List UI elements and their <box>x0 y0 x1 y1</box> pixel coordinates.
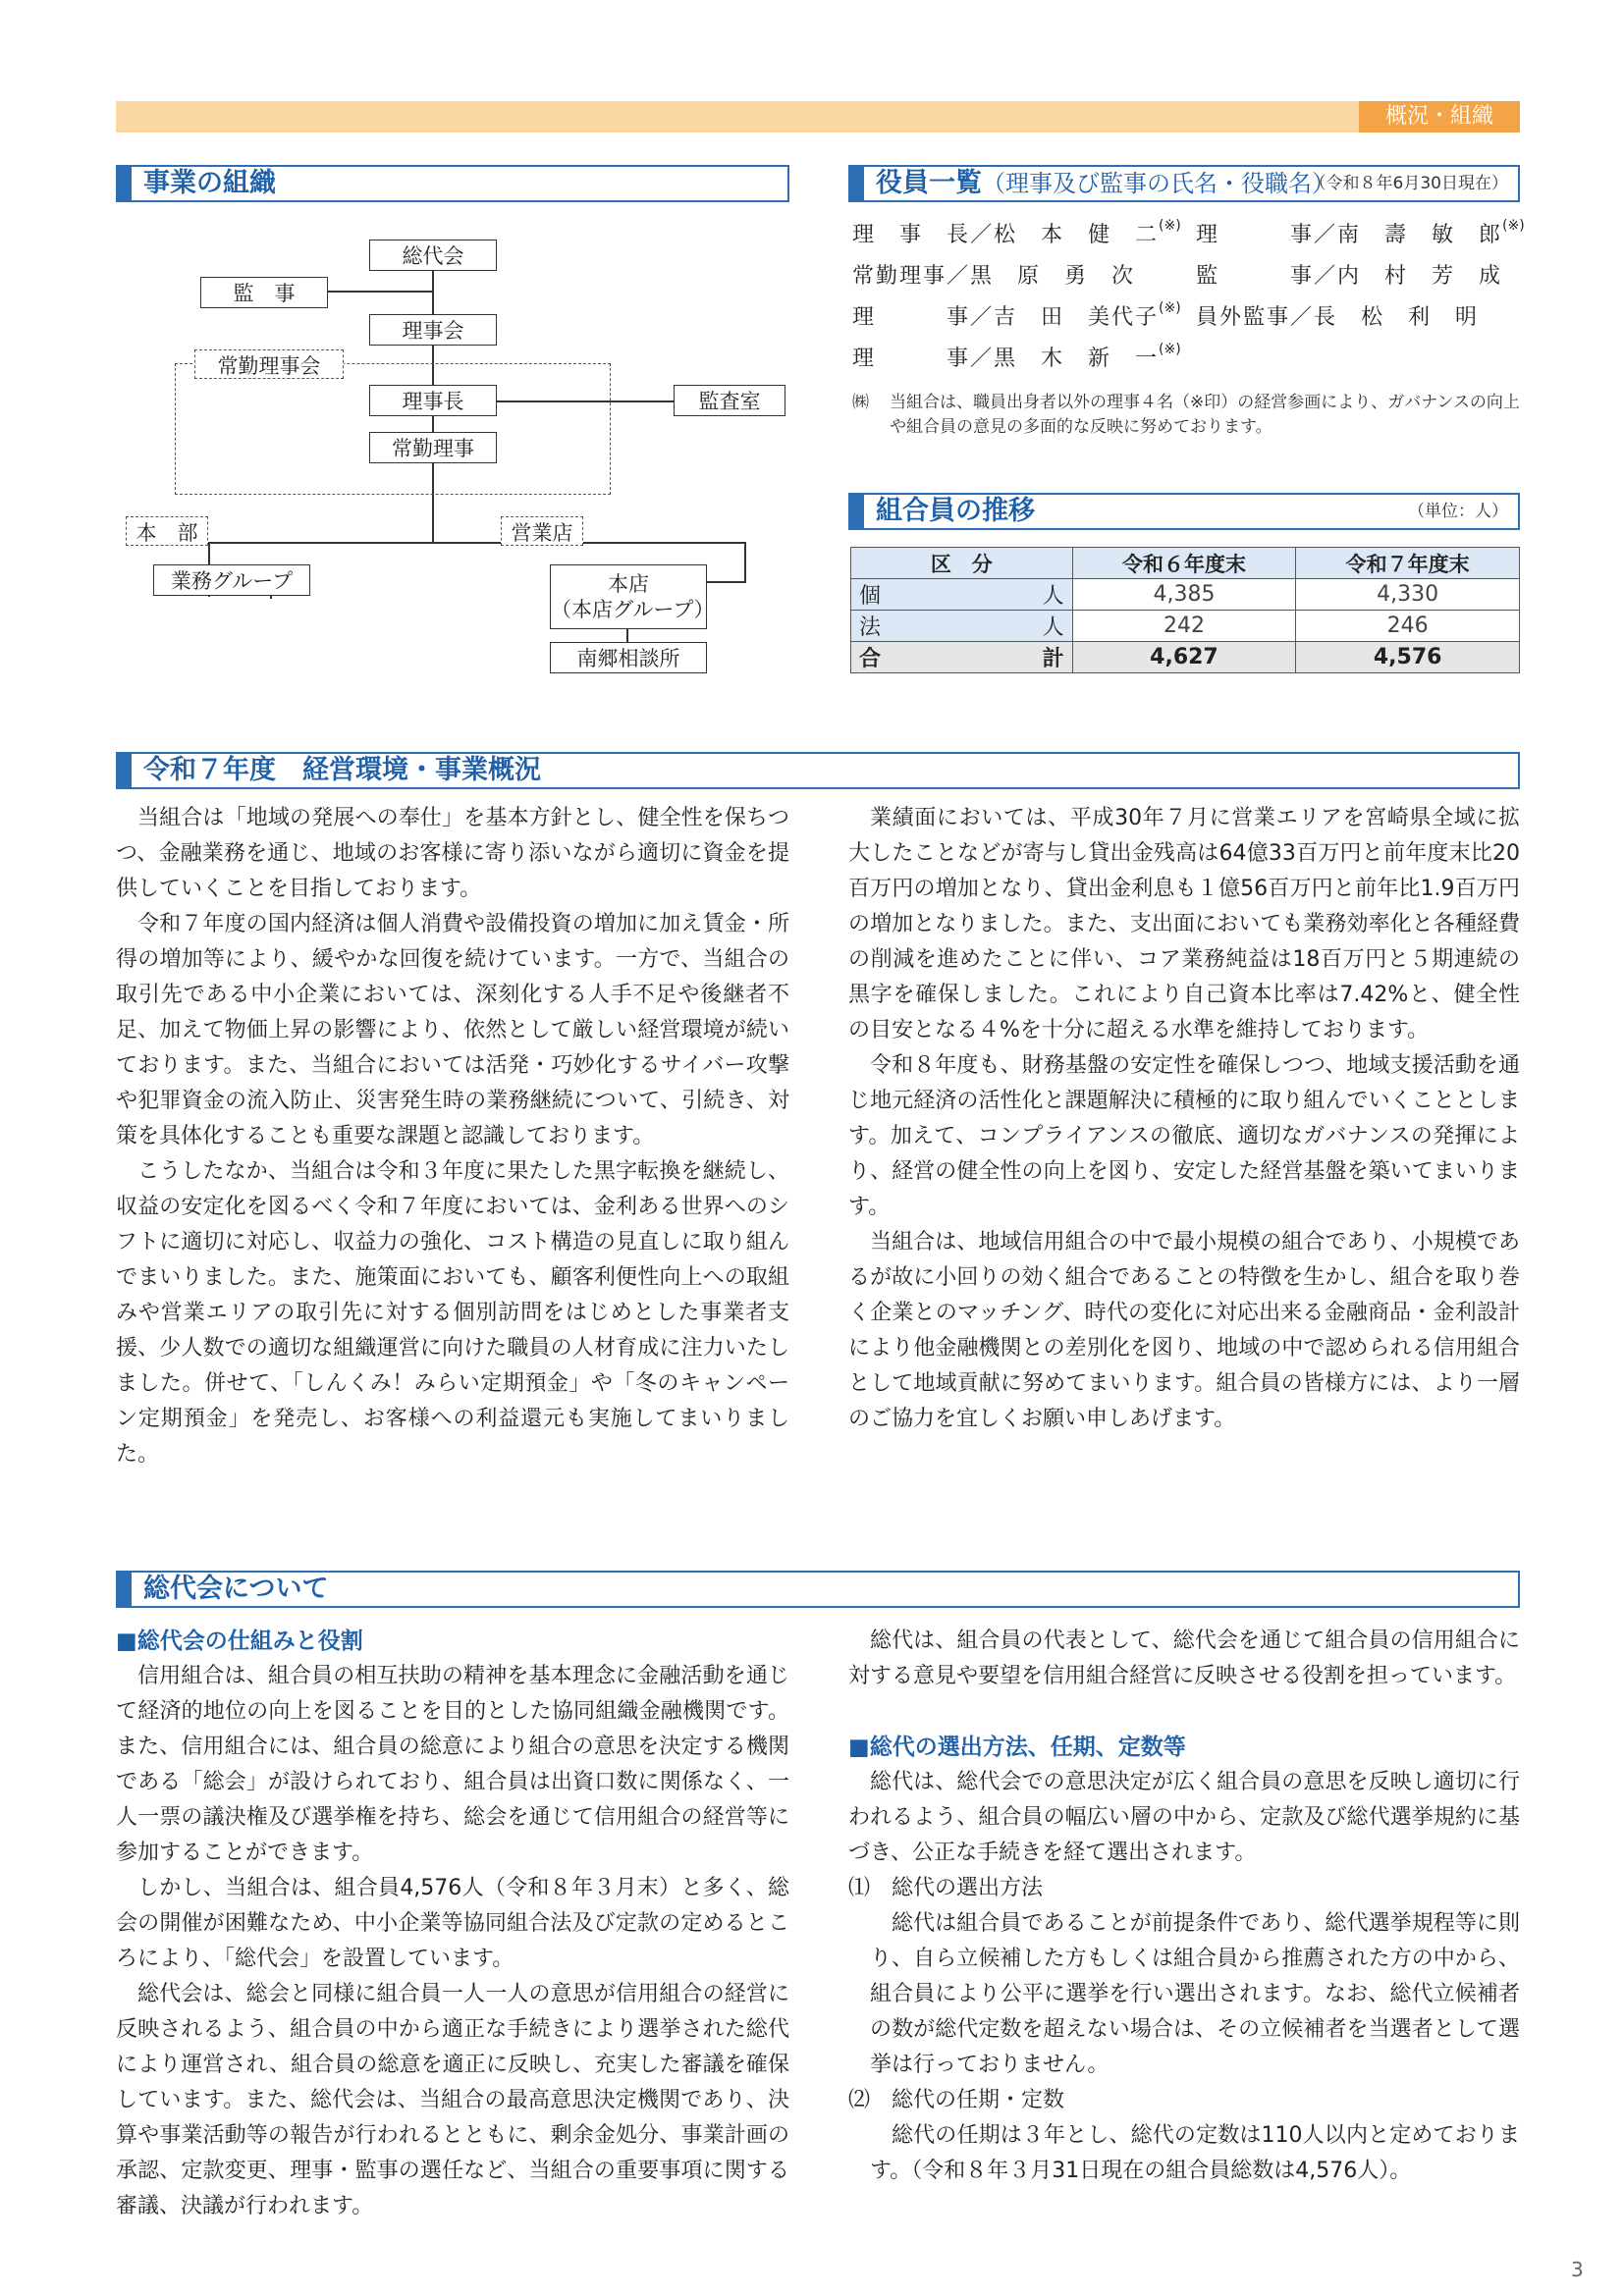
members-total-label: 合計 <box>851 642 1073 673</box>
node-rijikai: 理事会 <box>369 314 497 346</box>
members-section-header <box>848 493 1520 530</box>
members-header-r6: 令和６年度末 <box>1072 548 1296 579</box>
overview-title: 令和７年度 経営環境・事業概況 <box>143 755 541 785</box>
sodai-left-p2: しかし、当組合は、組合員4,576人（令和８年３月末）と多く、総会の開催が困難なため、中小企業等協同組合法及び定款の定めるところにより、「総代会」を設置しています。 <box>116 1876 789 1971</box>
node-honten-label: 本店 <box>608 572 649 596</box>
officer-row-2-right: 監 事／内 村 芳 成 <box>1196 264 1503 289</box>
node-honbu: 本 部 <box>126 516 208 546</box>
node-gyomu: 業務グループ <box>153 564 310 596</box>
officers-section-header <box>848 165 1520 202</box>
org-title: 事業の組織 <box>143 168 276 198</box>
officer-row-3-left: 理 事／吉 田 美代子(※) <box>852 300 1181 330</box>
org-section-header <box>116 165 789 202</box>
members-row-v1: 4,385 <box>1072 579 1296 611</box>
overview-right-column <box>848 801 1520 1437</box>
members-row-v2: 246 <box>1296 611 1520 642</box>
table-row <box>851 611 1520 642</box>
officers-note <box>852 391 1520 440</box>
members-row-label: 個人 <box>851 579 1073 611</box>
overview-section-header <box>116 752 1520 789</box>
officers-list <box>852 218 1525 385</box>
sodai-right-column <box>848 1624 1520 2189</box>
page-number: 3 <box>1571 2258 1584 2281</box>
node-nango: 南郷相談所 <box>550 642 707 673</box>
table-row-total <box>851 642 1520 673</box>
overview-left-p2: 令和７年度の国内経済は個人消費や設備投資の増加に加え賃金・所得の増加等により、緩やかな回復を続けています。一方で、当組合の取引先である中小企業においては、深刻化する人手不足や後継者不足、加えて物価上昇の影響により、依然として厳しい経営環境が続いております。また、当組合においては活発・巧妙化するサイバー攻撃や犯罪資金の流入防止、災害発生時の業務継続について、引続き、対策を具体化することも重要な課題と認識しております。 <box>116 912 789 1148</box>
node-eigyoten: 営業店 <box>501 516 583 546</box>
node-sodaikai: 総代会 <box>369 240 497 271</box>
officers-title-main: 役員一覧 <box>876 168 982 198</box>
node-rijicho: 理事長 <box>369 385 497 416</box>
node-jonin-rijikai: 常勤理事会 <box>194 349 344 379</box>
members-total-v2: 4,576 <box>1296 642 1520 673</box>
members-unit: （単位：人） <box>1408 502 1508 521</box>
sodai-sub2-intro: 総代は、総代会での意思決定が広く組合員の意思を反映し適切に行われるよう、組合員の幅広い層の中から、定款及び総代選挙規約に基づき、公正な手続きを経て選出されます。 <box>848 1770 1520 1865</box>
members-title: 組合員の推移 <box>876 496 1035 526</box>
members-row-label: 法人 <box>851 611 1073 642</box>
members-header-category: 区 分 <box>851 548 1073 579</box>
officer-row-4-left: 理 事／黒 木 新 一(※) <box>852 342 1181 371</box>
node-jonin-riji: 常勤理事 <box>369 432 497 463</box>
header-band <box>116 101 1520 133</box>
overview-right-p3: 当組合は、地域信用組合の中で最小規模の組合であり、小規模であるが故に小回りの効く組合であることの特徴を生かし、組合を取り巻く企業とのマッチング、時代の変化に対応出来る金融商品・金利設計により他金融機関との差別化を図り、地域の中で認められる信用組合として地域貢献に努めてまいります。組合員の皆様方には、より一層のご協力を宜しくお願い申しあげます。 <box>848 1230 1520 1431</box>
sodai-left-p1: 信用組合は、組合員の相互扶助の精神を基本理念に金融活動を通じて経済的地位の向上を図ることを目的とした協同組織金融機関です。また、信用組合には、組合員の総意により組合の意思を決定する機関である「総会」が設けられており、組合員は出資口数に関係なく、一人一票の議決権及び選挙権を持ち、総会を通じて信用組合の経営等に参加することができます。 <box>116 1664 789 1865</box>
sodai-title: 総代会について <box>143 1574 329 1604</box>
overview-left-p3: こうしたなか、当組合は令和３年度に果たした黒字転換を継続し、収益の安定化を図るべく令和７年度においては、金利ある世界へのシフトに適切に対応し、収益力の強化、コスト構造の見直しに取り組んでまいりました。また、施策面においても、顧客利便性向上への取組みや営業エリアの取引先に対する個別訪問をはじめとした事業者支援、少人数での適切な組織運営に向けた職員の人材育成に注力いたしました。併せて、「しんくみ！みらい定期預金」や「冬のキャンペーン定期預金」を発売し、お客様への利益還元も実施してまいりました。 <box>116 1159 789 1467</box>
sodai-item1-text: 総代は組合員であることが前提条件であり、総代選挙規程等に則り、自ら立候補した方もしくは組合員から推薦された方の中から、組合員により公平に選挙を行い選出されます。なお、総代立候補者の数が総代定数を超えない場合は、その立候補者を当選者として選挙は行っておりません。 <box>870 1911 1520 2077</box>
node-kanji: 監 事 <box>200 277 328 308</box>
sodai-sub1: ■総代会の仕組みと役割 <box>116 1629 363 1654</box>
node-honten <box>550 564 715 629</box>
members-row-v2: 4,330 <box>1296 579 1520 611</box>
sodai-sub2: ■総代の選出方法、任期、定数等 <box>848 1735 1186 1760</box>
table-row <box>851 579 1520 611</box>
sodai-section-header <box>116 1571 1520 1608</box>
members-total-v1: 4,627 <box>1072 642 1296 673</box>
org-chart <box>116 226 789 687</box>
officer-row-1-left: 理 事 長／松 本 健 二(※) <box>852 218 1181 247</box>
overview-left-p1: 当組合は「地域の発展への奉仕」を基本方針とし、健全性を保ちつつ、金融業務を通じ、地域のお客様に寄り添いながら適切に資金を提供していくことを目指しております。 <box>116 806 789 901</box>
header-tab: 概況・組織 <box>1359 101 1520 133</box>
members-row-v1: 242 <box>1072 611 1296 642</box>
officer-row-1-right: 理 事／南 壽 敏 郎(※) <box>1196 218 1525 247</box>
officers-note-mark: ㈱ <box>852 393 869 412</box>
officers-date: （令和８年6月30日現在） <box>1309 174 1508 193</box>
officers-note-text: 当組合は、職員出身者以外の理事４名（※印）の経営参画により、ガバナンスの向上や組合員の意見の多面的な反映に努めております。 <box>890 393 1520 437</box>
overview-right-p1: 業績面においては、平成30年７月に営業エリアを宮崎県全域に拡大したことなどが寄与し貸出金残高は64億33百万円と前年度末比20百万円の増加となり、貸出金利息も１億56百万円と前年比1.9百万円の増加となりました。また、支出面においても業務効率化と各種経費の削減を進めたことに伴い、コア業務純益は18百万円と５期連続の黒字を確保しました。これにより自己資本比率は7.42%と、健全性の目安となる４%を十分に超える水準を維持しております。 <box>848 806 1520 1042</box>
sodai-right-intro: 総代は、組合員の代表として、総代会を通じて組合員の信用組合に対する意見や要望を信用組合経営に反映させる役割を担っています。 <box>848 1629 1520 1688</box>
sodai-item2-text: 総代の任期は３年とし、総代の定数は110人以内と定めております。（令和８年３月31日現在の組合員総数は4,576人）。 <box>870 2123 1520 2183</box>
sodai-item2-title: ⑵ 総代の任期・定数 <box>848 2088 1065 2112</box>
node-kansashitsu: 監査室 <box>674 385 785 416</box>
officer-row-2-left: 常勤理事／黒 原 勇 次 <box>852 264 1136 289</box>
officer-row-3-right: 員外監事／長 松 利 明 <box>1196 305 1480 330</box>
sodai-left-p3: 総代会は、総会と同様に組合員一人一人の意思が信用組合の経営に反映されるよう、組合員の中から適正な手続きにより選挙された総代により運営され、組合員の総意を適正に反映し、充実した審議を確保しています。また、総代会は、当組合の最高意思決定機関であり、決算や事業活動等の報告が行われるとともに、剰余金処分、事業計画の承認、定款変更、理事・監事の選任など、当組合の重要事項に関する審議、決議が行われます。 <box>116 1982 789 2218</box>
overview-left-column <box>116 801 789 1472</box>
overview-right-p2: 令和８年度も、財務基盤の安定性を確保しつつ、地域支援活動を通じ地元経済の活性化と課題解決に積極的に取り組んでいくこととします。加えて、コンプライアンスの徹底、適切なガバナンスの発揮により、経営の健全性の向上を図り、安定した経営基盤を築いてまいります。 <box>848 1053 1520 1219</box>
officers-title <box>876 167 1335 200</box>
officers-subtitle: （理事及び監事の氏名・役職名） <box>982 170 1335 197</box>
node-honten-group: （本店グループ） <box>551 598 715 621</box>
members-header-r7: 令和７年度末 <box>1296 548 1520 579</box>
members-table <box>850 547 1520 673</box>
sodai-item1-title: ⑴ 総代の選出方法 <box>848 1876 1044 1900</box>
sodai-left-column <box>116 1624 789 2224</box>
